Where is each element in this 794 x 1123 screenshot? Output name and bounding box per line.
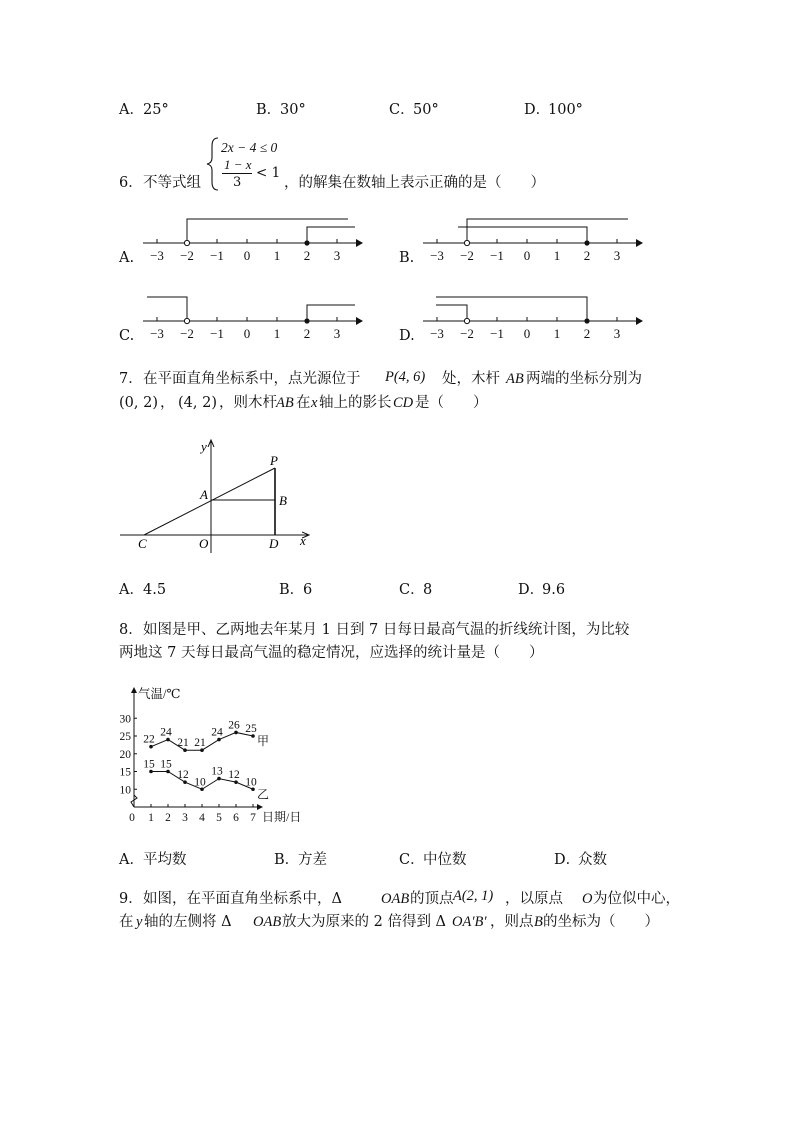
q8-option-d-label[interactable]: D． xyxy=(554,852,581,868)
q7-label-d: D xyxy=(269,536,279,551)
solid-endpoint xyxy=(304,240,309,245)
q7-option-b-value: 6 xyxy=(303,582,313,598)
q7-option-d-label[interactable]: D． xyxy=(518,582,545,598)
q9-line1-b: 的顶点 xyxy=(410,891,454,907)
y-tick-label: 10 xyxy=(119,784,131,797)
open-endpoint xyxy=(464,318,469,323)
q7-line1-c: 两端的坐标分别为 xyxy=(526,371,642,387)
q6-inequality-2-relation: < 1 xyxy=(256,165,281,181)
q9-triangle-oab: OAB xyxy=(381,891,410,907)
q6-fraction-bar xyxy=(222,173,252,174)
number-line-tick-label: 3 xyxy=(333,326,341,341)
q5-option-a-value: 25° xyxy=(143,102,169,118)
q7-label-p: P xyxy=(270,453,278,468)
data-label: 13 xyxy=(211,765,223,778)
q8-temperature-line-chart xyxy=(112,683,342,828)
data-label: 25 xyxy=(245,723,257,735)
solution-ray-from-neg2 xyxy=(187,219,348,243)
q6-number-line-d[interactable] xyxy=(420,288,650,348)
number-line-arrow-icon xyxy=(636,317,643,325)
number-line-tick-label: −3 xyxy=(150,326,164,341)
data-label: 26 xyxy=(228,719,240,732)
data-label: 15 xyxy=(143,758,155,771)
data-label: 24 xyxy=(211,726,223,739)
number-line-tick-label: −3 xyxy=(430,326,444,341)
q7-line2-a: ，则木杆 xyxy=(219,395,277,411)
data-label: 21 xyxy=(194,737,206,750)
x-tick-label: 0 xyxy=(129,812,135,824)
q5-option-a-label[interactable]: A． xyxy=(119,102,144,118)
q8-option-c-label[interactable]: C． xyxy=(399,852,425,868)
q5-option-c-label[interactable]: C． xyxy=(389,102,415,118)
number-line-tick-label: −2 xyxy=(180,248,194,263)
y-tick-label: 15 xyxy=(119,766,131,779)
number-line-tick-label: −3 xyxy=(150,248,164,263)
q9-line2-d: ，则点 xyxy=(490,914,534,930)
q7-option-d-value: 9.6 xyxy=(542,582,566,598)
q7-point-p: P(4, 6) xyxy=(385,369,426,385)
data-label: 12 xyxy=(228,769,240,782)
q9-line2-b: 轴的左侧将 Δ xyxy=(144,914,232,930)
solution-ray-from-2 xyxy=(307,305,355,321)
number-line-tick-label: 1 xyxy=(273,248,281,263)
solid-endpoint xyxy=(584,240,589,245)
q7-rod-ab: AB xyxy=(506,371,524,387)
number-line-arrow-icon xyxy=(636,239,643,247)
data-label: 15 xyxy=(160,758,172,771)
q7-label-y: y xyxy=(201,439,207,454)
q6-stem-pre: 不等式组 xyxy=(143,175,201,191)
q8-stem-line-1: 如图是甲、乙两地去年某月 1 日到 7 日每日最高气温的折线统计图，为比较 xyxy=(143,622,630,638)
q7-label-x: x xyxy=(300,533,306,548)
q7-label-b: B xyxy=(279,493,287,508)
x-tick-label: 2 xyxy=(165,812,171,824)
y-axis-title: 气温/℃ xyxy=(138,687,181,701)
solution-ray-to-2 xyxy=(436,297,587,321)
q7-rod-ab-2: AB xyxy=(276,395,294,411)
q7-coord-a: (0, 2) xyxy=(119,395,158,411)
number-line-tick-label: 3 xyxy=(333,248,341,263)
solution-ray-to-2 xyxy=(458,227,587,243)
x-tick-label: 3 xyxy=(182,812,188,824)
q7-option-b-label[interactable]: B． xyxy=(279,582,305,598)
number-line-tick-label: 2 xyxy=(583,248,591,263)
solution-ray-from-neg2 xyxy=(467,219,628,243)
x-tick-label: 5 xyxy=(216,812,222,824)
q5-option-b-value: 30° xyxy=(280,102,306,118)
series-name-label: 甲 xyxy=(257,734,270,748)
number-line-tick-label: 2 xyxy=(303,326,311,341)
q8-option-a-label[interactable]: A． xyxy=(119,852,144,868)
q6-number-line-b[interactable] xyxy=(420,210,650,270)
q7-figure xyxy=(110,435,320,555)
q7-option-c-value: 8 xyxy=(423,582,433,598)
q6-inequality-2-denominator: 3 xyxy=(233,175,242,190)
number-line-tick-label: 1 xyxy=(273,326,281,341)
q7-light-ray xyxy=(144,468,275,535)
q7-line1-b: 处，木杆 xyxy=(442,371,500,387)
number-line-tick-label: 3 xyxy=(613,326,621,341)
number-line-tick-label: −2 xyxy=(460,326,474,341)
q6-stem-post: ，的解集在数轴上表示正确的是（ ） xyxy=(284,175,545,191)
q8-option-b-value: 方差 xyxy=(298,852,327,868)
q9-y-axis-label: y xyxy=(136,914,143,930)
solution-ray-from-2 xyxy=(307,227,355,243)
y-tick-label: 20 xyxy=(119,748,131,761)
number-line-arrow-icon xyxy=(356,239,363,247)
q6-system-brace xyxy=(205,136,221,192)
number-line-tick-label: 0 xyxy=(243,326,251,341)
q9-triangle-oab-2: OAB xyxy=(253,914,282,930)
q8-option-b-label[interactable]: B． xyxy=(274,852,300,868)
open-endpoint xyxy=(184,318,189,323)
number-line-tick-label: 3 xyxy=(613,248,621,263)
q7-number: 7． xyxy=(119,371,143,387)
q6-number-line-a[interactable] xyxy=(140,210,370,270)
number-line-tick-label: 1 xyxy=(553,248,561,263)
q7-option-a-value: 4.5 xyxy=(143,582,167,598)
q7-axis-x: x xyxy=(311,395,318,411)
number-line-tick-label: 0 xyxy=(523,326,531,341)
q6-inequality-1: 2x − 4 ≤ 0 xyxy=(221,140,278,155)
y-axis-arrow-icon xyxy=(131,687,137,693)
number-line-tick-label: −2 xyxy=(460,248,474,263)
q9-line2-c: 放大为原来的 2 倍得到 Δ xyxy=(282,914,447,930)
solution-ray-to-neg2 xyxy=(436,305,467,321)
q6-option-c-label[interactable]: C. xyxy=(119,328,135,344)
number-line-tick-label: 2 xyxy=(583,326,591,341)
data-label: 10 xyxy=(194,776,206,789)
x-tick-label: 1 xyxy=(148,812,154,824)
q6-option-b-label[interactable]: B. xyxy=(399,250,415,266)
y-tick-label: 30 xyxy=(119,713,131,726)
solid-endpoint xyxy=(584,318,589,323)
q7-shadow-cd: CD xyxy=(393,395,414,411)
q9-point-b: B xyxy=(534,914,543,930)
q8-option-a-value: 平均数 xyxy=(143,852,187,868)
q7-coord-b: (4, 2) xyxy=(178,395,217,411)
number-line-tick-label: −2 xyxy=(180,326,194,341)
number-line-tick-label: −1 xyxy=(490,248,504,263)
q7-line1-a: 在平面直角坐标系中，点光源位于 xyxy=(143,371,361,387)
q5-option-c-value: 50° xyxy=(413,102,439,118)
q9-line1-c: ，以原点 xyxy=(505,891,563,907)
q9-origin-o: O xyxy=(582,891,593,907)
q5-option-d-label[interactable]: D． xyxy=(524,102,551,118)
q9-line1-a: 如图，在平面直角坐标系中，Δ xyxy=(143,891,342,907)
data-label: 12 xyxy=(177,769,189,782)
q5-option-b-label[interactable]: B． xyxy=(256,102,282,118)
number-line-tick-label: 0 xyxy=(243,248,251,263)
number-line-tick-label: 2 xyxy=(303,248,311,263)
q8-option-c-value: 中位数 xyxy=(423,852,467,868)
q7-line2-c: 轴上的影长 xyxy=(319,395,392,411)
q7-label-a: A xyxy=(200,487,208,502)
q7-option-c-label[interactable]: C． xyxy=(399,582,425,598)
number-line-tick-label: −3 xyxy=(430,248,444,263)
x-tick-label: 4 xyxy=(199,812,205,824)
q6-option-a-label[interactable]: A. xyxy=(119,250,135,266)
q8-stem-line-2: 两地这 7 天每日最高气温的稳定情况，应选择的统计量是（ ） xyxy=(119,645,544,661)
q5-option-d-value: 100° xyxy=(548,102,583,118)
q9-line2-e: 的坐标为（ ） xyxy=(543,914,659,930)
q6-inequality-2-numerator: 1 − x xyxy=(224,157,252,172)
number-line-tick-label: −1 xyxy=(210,248,224,263)
data-label: 22 xyxy=(143,733,155,746)
solution-ray-to-neg2 xyxy=(147,297,187,321)
q9-number: 9． xyxy=(119,891,143,907)
number-line-arrow-icon xyxy=(356,317,363,325)
q8-option-d-value: 众数 xyxy=(578,852,607,868)
data-label: 10 xyxy=(245,776,257,789)
q6-number: 6． xyxy=(119,175,143,191)
q7-label-c: C xyxy=(138,536,147,551)
q7-option-a-label[interactable]: A． xyxy=(119,582,144,598)
data-label: 21 xyxy=(177,737,189,750)
x-axis-title: 日期/日 xyxy=(262,810,302,824)
q9-line2-a: 在 xyxy=(119,914,134,930)
q7-line2-d: 是（ ） xyxy=(415,395,488,411)
number-line-tick-label: −1 xyxy=(210,326,224,341)
x-tick-label: 6 xyxy=(233,812,239,824)
y-tick-label: 25 xyxy=(119,731,131,743)
number-line-tick-label: −1 xyxy=(490,326,504,341)
q7-label-o: O xyxy=(199,536,209,551)
q6-number-line-c[interactable] xyxy=(140,288,370,348)
q7-separator: ， xyxy=(160,395,175,411)
solid-endpoint xyxy=(304,318,309,323)
q9-triangle-image: OA′B′ xyxy=(452,914,487,930)
q6-option-d-label[interactable]: D. xyxy=(399,328,415,344)
number-line-tick-label: 0 xyxy=(523,248,531,263)
q7-line2-b: 在 xyxy=(296,395,311,411)
data-label: 24 xyxy=(160,726,172,739)
series-name-label: 乙 xyxy=(257,787,270,802)
q8-number: 8． xyxy=(119,622,143,638)
q9-line1-d: 为位似中心， xyxy=(593,891,680,907)
open-endpoint xyxy=(464,240,469,245)
x-tick-label: 7 xyxy=(250,812,256,824)
number-line-tick-label: 1 xyxy=(553,326,561,341)
q9-point-a: A(2, 1) xyxy=(453,888,494,904)
open-endpoint xyxy=(184,240,189,245)
